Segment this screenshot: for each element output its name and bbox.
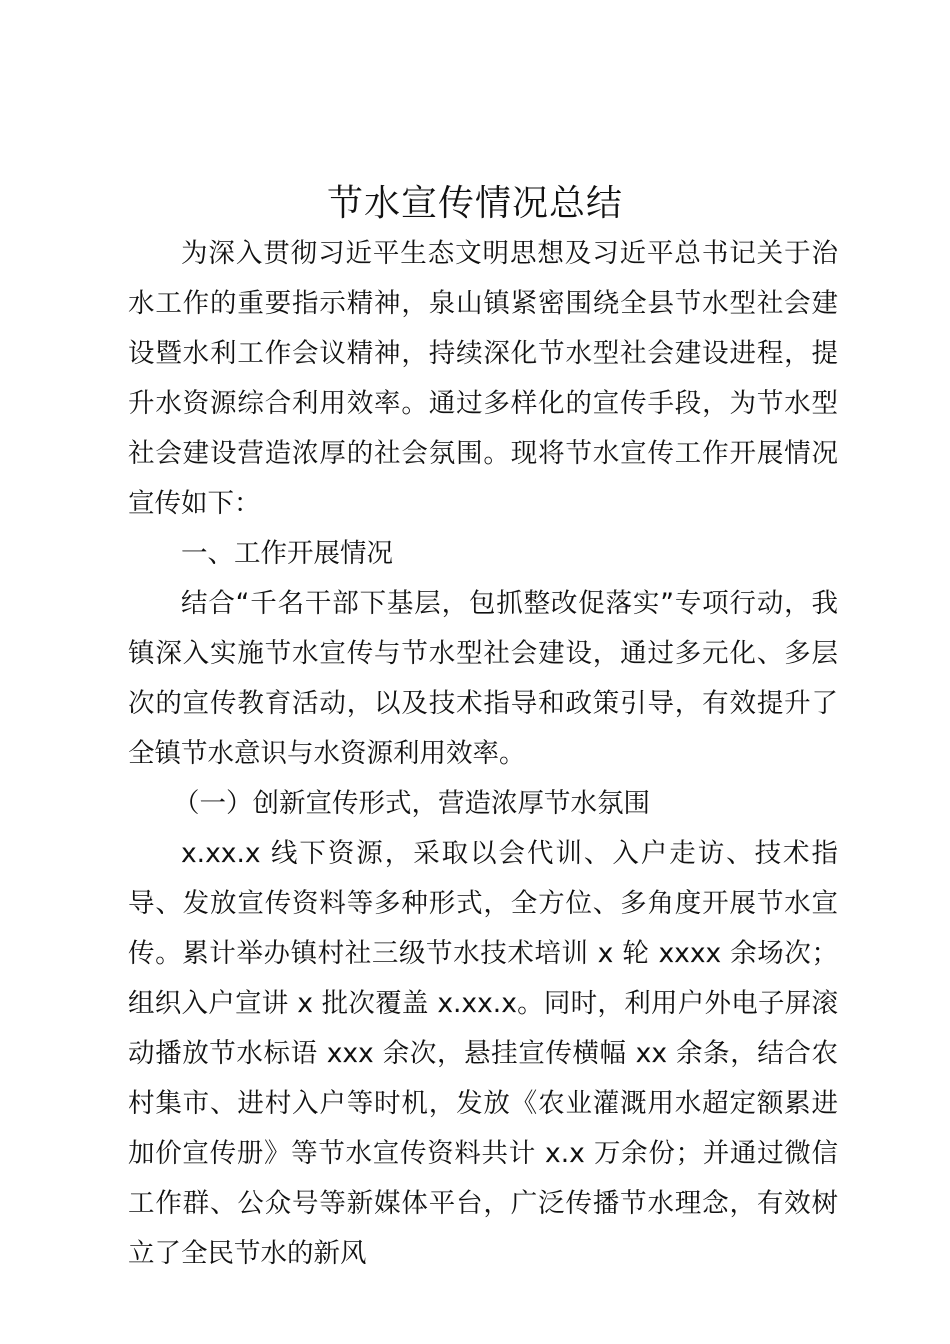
document-body — [128, 229, 838, 1279]
subsection-paragraph-publicity-details: x.xx.x 线下资源，采取以会代训、入户走访、技术指导、发放宣传资料等多种形式，全方位、多角度开展节水宣传。累计举办镇村社三级节水技术培训 x 轮 xxxx 余场次；组织入户宣讲 x 批次覆盖 x.xx.x。同时，利用户外电子屏滚动播放节水标语 xxx 余次，悬挂宣传横幅 xx 余条，结合农村集市、进村入户等时机，发放《农业灌溉用水超定额累进加价宣传册》等节水宣传资料共计 x.x 万余份；并通过微信工作群、公众号等新媒体平台，广泛传播节水理念，有效树立了全民节水的新风 — [128, 838, 838, 1269]
intro-paragraph: 为深入贯彻习近平生态文明思想及习近平总书记关于治水工作的重要指示精神，泉山镇紧密围绕全县节水型社会建设暨水利工作会议精神，持续深化节水型社会建设进程，提升水资源综合利用效率。通过多样化的宣传手段，为节水型社会建设营造浓厚的社会氛围。现将节水宣传工作开展情况宣传如下： — [128, 238, 838, 519]
document-title: 节水宣传情况总结 — [326, 183, 623, 224]
subsection-heading-publicity-forms: （一）创新宣传形式，营造浓厚节水氛围 — [173, 788, 651, 819]
section-heading-work-status: 一、工作开展情况 — [181, 538, 393, 569]
section-paragraph-overview: 结合“千名干部下基层，包抓整改促落实”专项行动，我镇深入实施节水宣传与节水型社会建设，通过多元化、多层次的宣传教育活动，以及技术指导和政策引导，有效提升了全镇节水意识与水资源利用效率。 — [128, 588, 838, 769]
